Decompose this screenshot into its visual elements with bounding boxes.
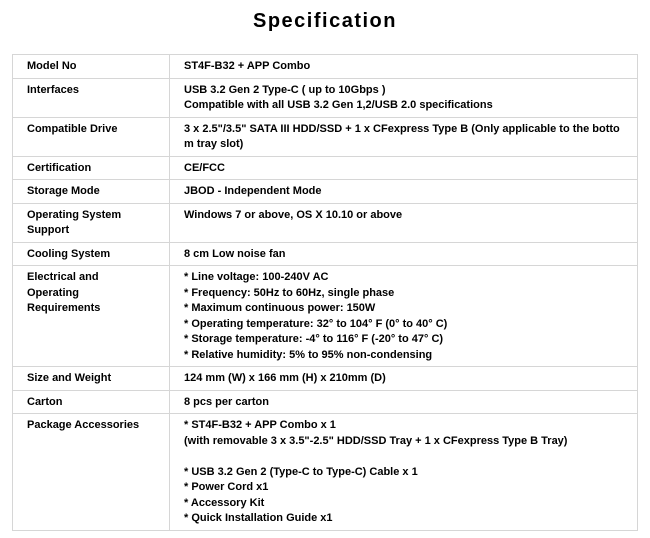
table-row-certification: [13, 156, 638, 180]
row-value: JBOD - Independent Mode: [170, 180, 638, 204]
row-value: Windows 7 or above, OS X 10.10 or above: [170, 203, 638, 242]
row-value: CE/FCC: [170, 156, 638, 180]
row-label: Size and Weight: [13, 367, 170, 391]
table-row-interfaces: [13, 78, 638, 117]
page-title: Specification: [253, 10, 397, 32]
row-value: * ST4F-B32 + APP Combo x 1 (with removable 3 x 3.5"-2.5" HDD/SSD Tray + 1 x CFexpress Type B Tray) * USB 3.2 Gen 2 (Type-C to Type-C) Cable x 1 * Power Cord x1 * Accessory Kit * Quick Installation Guide x1: [170, 414, 638, 531]
spec-table: [12, 54, 638, 531]
row-label: Electrical and Operating Requirements: [13, 266, 170, 367]
blank-line: [184, 449, 631, 465]
row-label: Carton: [13, 390, 170, 414]
table-row-package-accessories: [13, 414, 638, 531]
table-row-cooling-system: [13, 242, 638, 266]
row-label: Interfaces: [13, 78, 170, 117]
row-value: * Line voltage: 100-240V AC * Frequency: 50Hz to 60Hz, single phase * Maximum continuous power: 150W * Operating temperature: 32° to 104° F (0° to 40° C) * Storage temperature: -4° to 116° F (-20° to 47° C) * Relative humidity: 5% to 95% non-condensing: [170, 266, 638, 367]
row-label: Cooling System: [13, 242, 170, 266]
table-row-model-no: [13, 55, 638, 79]
row-value: 124 mm (W) x 166 mm (H) x 210mm (D): [170, 367, 638, 391]
row-label: Operating System Support: [13, 203, 170, 242]
row-value: USB 3.2 Gen 2 Type-C ( up to 10Gbps ) Compatible with all USB 3.2 Gen 1,2/USB 2.0 specifications: [170, 78, 638, 117]
row-label: Compatible Drive: [13, 117, 170, 156]
table-row-operating-system: [13, 203, 638, 242]
table-row-electrical: [13, 266, 638, 367]
row-label: Model No: [13, 55, 170, 79]
row-value: ST4F-B32 + APP Combo: [170, 55, 638, 79]
table-row-size-weight: [13, 367, 638, 391]
row-value: 3 x 2.5"/3.5" SATA III HDD/SSD + 1 x CFexpress Type B (Only applicable to the botto m tray slot): [170, 117, 638, 156]
row-value: 8 pcs per carton: [170, 390, 638, 414]
row-label: Storage Mode: [13, 180, 170, 204]
table-row-carton: [13, 390, 638, 414]
row-label: Certification: [13, 156, 170, 180]
row-value: 8 cm Low noise fan: [170, 242, 638, 266]
row-label: Package Accessories: [13, 414, 170, 531]
table-row-compatible-drive: [13, 117, 638, 156]
table-row-storage-mode: [13, 180, 638, 204]
